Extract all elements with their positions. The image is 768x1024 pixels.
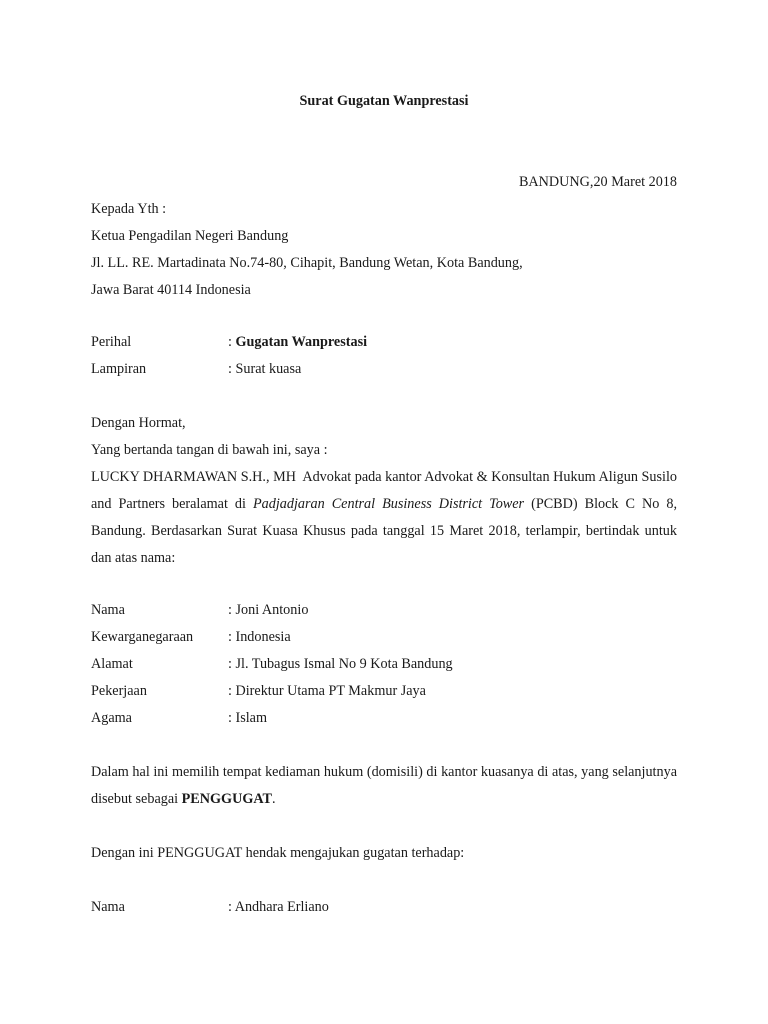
plaintiff-field-label: Alamat — [91, 656, 133, 672]
defendant-table — [91, 894, 677, 921]
plaintiff-field-row — [91, 651, 677, 678]
plaintiff-field-value: : Joni Antonio — [228, 602, 309, 618]
perihal-row — [91, 329, 677, 356]
attorney-text-1: LUCKY DHARMAWAN S.H., MH Advokat pada kantor Advokat & Konsultan Hukum Aligun Susilo and Partners beralamat di — [91, 469, 681, 512]
domicile-text-2: . — [272, 791, 276, 807]
intro-line: Yang bertanda tangan di bawah ini, saya : — [91, 442, 328, 458]
plaintiff-field-row — [91, 705, 677, 732]
perihal-label: Perihal — [91, 334, 132, 350]
recipient-line-2: Jl. LL. RE. Martadinata No.74-80, Cihapit, Bandung Wetan, Kota Bandung, — [91, 255, 523, 271]
plaintiff-field-label: Agama — [91, 710, 132, 726]
perihal-value-wrap — [228, 329, 677, 356]
attorney-paragraph — [91, 464, 681, 572]
recipient-greeting: Kepada Yth : — [91, 201, 167, 217]
opening-block — [91, 410, 681, 572]
plaintiff-field-value: : Jl. Tubagus Ismal No 9 Kota Bandung — [228, 656, 453, 672]
plaintiff-table — [91, 597, 677, 732]
plaintiff-field-value: : Islam — [228, 710, 268, 726]
recipient-line-1: Ketua Pengadilan Negeri Bandung — [91, 228, 289, 244]
attorney-text-italic: Padjadjaran Central Business District Tower — [252, 496, 525, 512]
lampiran-value: : Surat kuasa — [228, 361, 302, 377]
claim-intro: Dengan ini PENGGUGAT hendak mengajukan gugatan terhadap: — [91, 845, 465, 861]
claim-intro-block — [91, 840, 677, 867]
defendant-field-label: Nama — [91, 899, 125, 915]
plaintiff-field-label: Nama — [91, 602, 125, 618]
domicile-text-1: Dalam hal ini memilih tempat kediaman hukum (domisili) di kantor kuasanya di atas, yang selanjutnya disebut sebagai — [91, 764, 677, 807]
perihal-separator: : — [228, 334, 236, 350]
plaintiff-field-row — [91, 678, 677, 705]
subject-block — [91, 329, 677, 383]
plaintiff-field-label: Kewarganegaraan — [91, 629, 194, 645]
plaintiff-field-value: : Indonesia — [228, 629, 291, 645]
plaintiff-field-row — [91, 624, 677, 651]
domicile-paragraph — [91, 759, 677, 813]
salutation: Dengan Hormat, — [91, 415, 186, 431]
attorney-text-2: (PCBD) Block C No 8, Bandung. Berdasarkan Surat Kuasa Khusus pada tanggal 15 Maret 2018, terlampir, bertindak untuk dan atas nama: — [91, 496, 681, 566]
recipient-line-3: Jawa Barat 40114 Indonesia — [91, 282, 251, 298]
defendant-field-row — [91, 894, 677, 921]
recipient-block — [91, 196, 677, 304]
plaintiff-field-value: : Direktur Utama PT Makmur Jaya — [228, 683, 426, 699]
plaintiff-field-row — [91, 597, 677, 624]
perihal-value: Gugatan Wanprestasi — [235, 334, 368, 350]
domicile-text-bold: PENGGUGAT — [181, 791, 273, 807]
document-title: Surat Gugatan Wanprestasi — [299, 93, 469, 109]
lampiran-row — [91, 356, 677, 383]
letter-date: BANDUNG,20 Maret 2018 — [518, 174, 677, 190]
defendant-field-value: : Andhara Erliano — [228, 899, 329, 915]
plaintiff-field-label: Pekerjaan — [91, 683, 147, 699]
lampiran-label: Lampiran — [91, 361, 147, 377]
